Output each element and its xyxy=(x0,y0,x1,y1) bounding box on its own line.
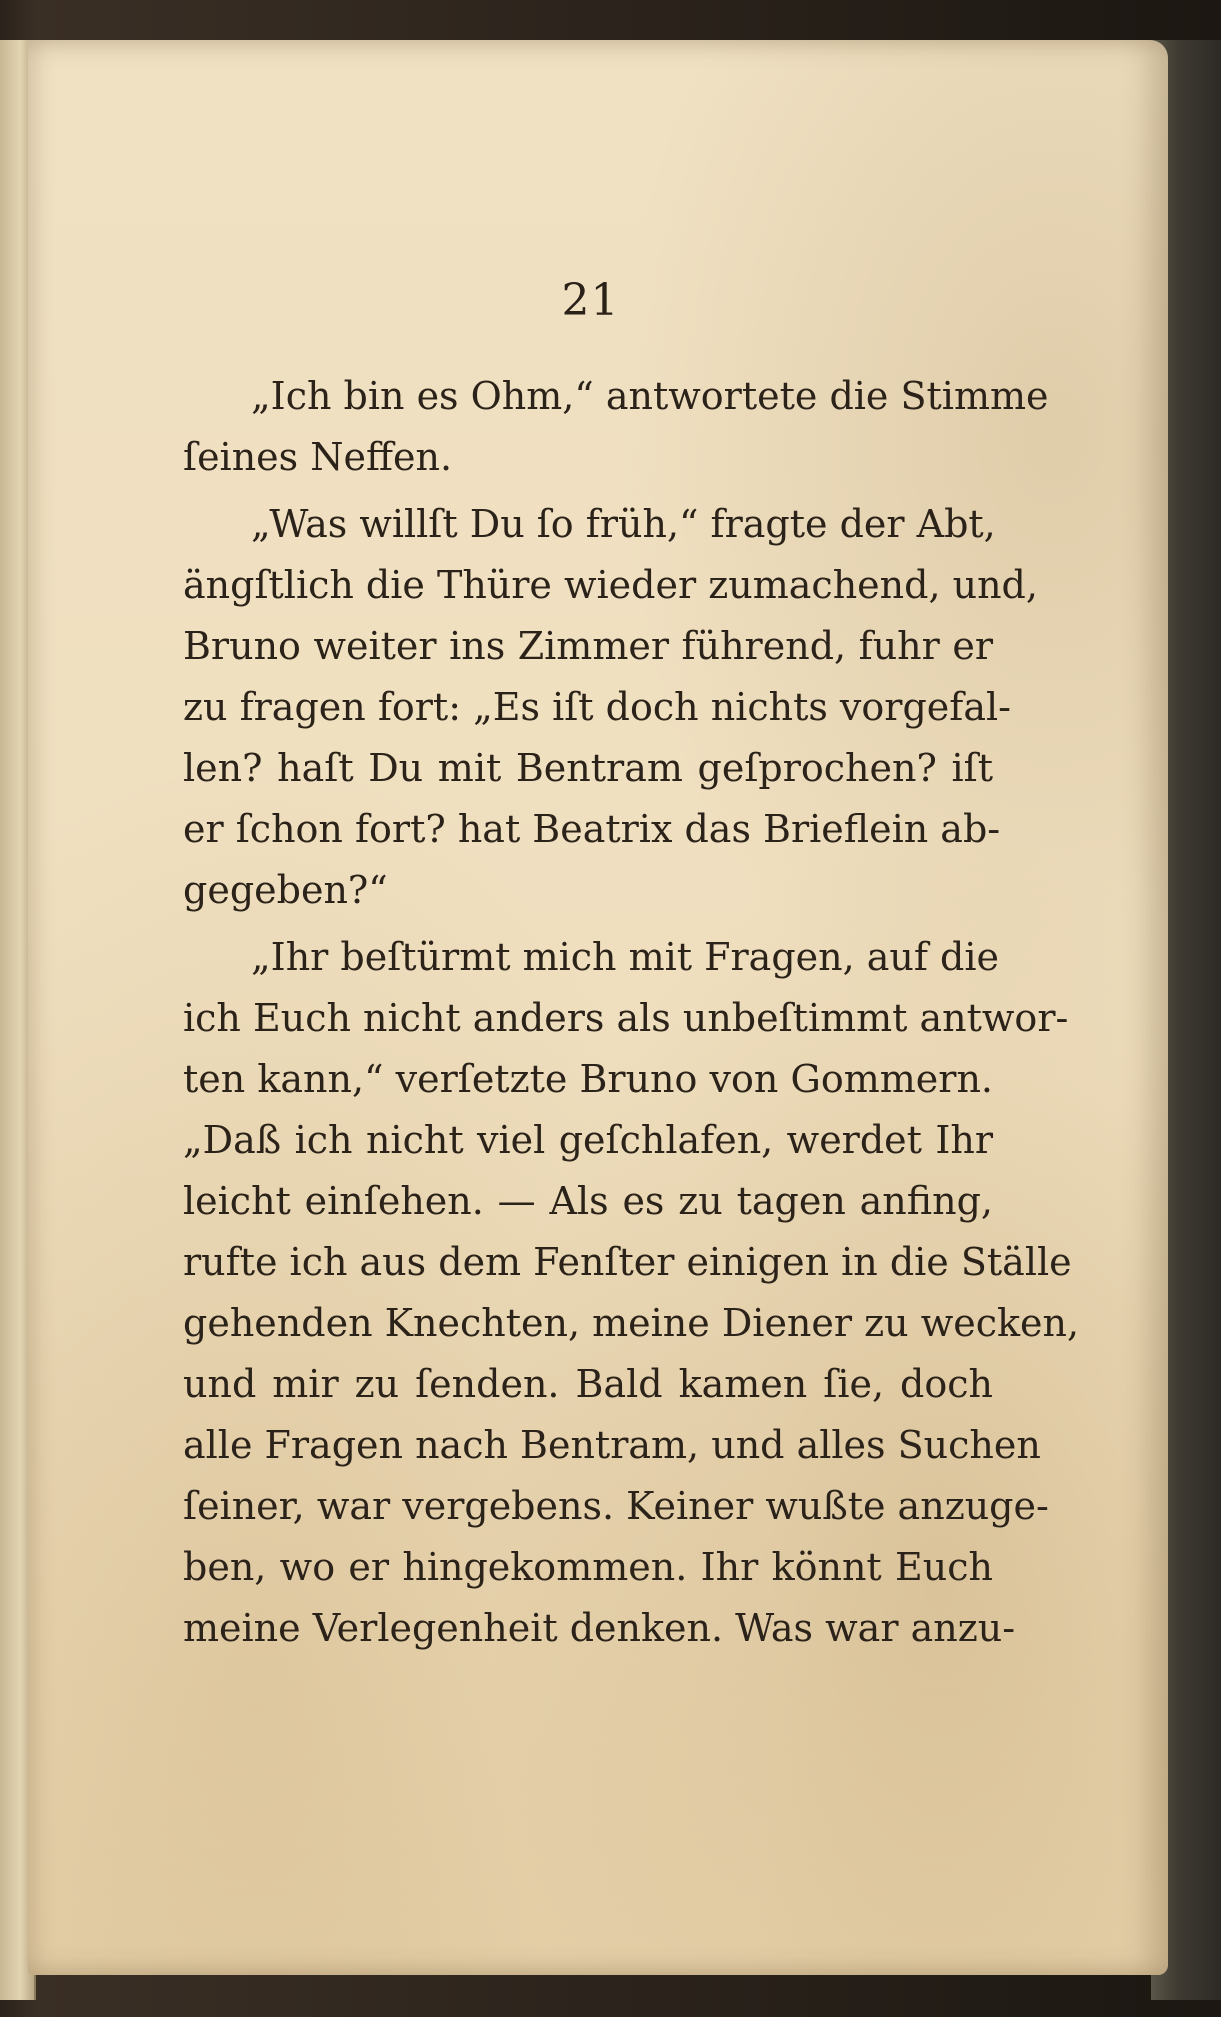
text-line: rufte ich aus dem Fenſter einigen in die Ställe xyxy=(183,1240,1072,1284)
text-line: gehenden Knechten, meine Diener zu wecken, xyxy=(183,1301,1080,1345)
text-line: Bruno weiter ins Zimmer führend, fuhr er xyxy=(183,624,993,668)
page-number: 21 xyxy=(561,275,620,326)
text-line: alle Fragen nach Bentram, und alles Suchen xyxy=(183,1423,1041,1467)
book-page xyxy=(28,40,1168,1975)
text-line: „Ich bin es Ohm,“ antwortete die Stimme xyxy=(251,374,1049,418)
text-line: er ſchon fort? hat Beatrix das Brieflein ab- xyxy=(183,807,1001,851)
text-line: „Ihr beſtürmt mich mit Fragen, auf die xyxy=(251,935,1000,979)
page-text xyxy=(183,366,1080,1659)
text-line: und mir zu ſenden. Bald kamen ſie, doch xyxy=(183,1362,993,1406)
text-line: ſeines Neffen. xyxy=(183,435,453,479)
text-line: „Daß ich nicht viel geſchlafen, werdet Ihr xyxy=(183,1118,993,1162)
text-line: ängſtlich die Thüre wieder zumachend, und, xyxy=(183,563,1038,607)
text-line: ben, wo er hingekommen. Ihr könnt Euch xyxy=(183,1545,993,1589)
text-line: ten kann,“ verſetzte Bruno von Gommern. xyxy=(183,1057,993,1101)
text-line: zu fragen fort: „Es iſt doch nichts vorgefal- xyxy=(183,685,1011,729)
text-line: „Was willſt Du ſo früh,“ fragte der Abt, xyxy=(251,502,996,546)
text-line: leicht einſehen. — Als es zu tagen anfing, xyxy=(183,1179,993,1223)
text-line: len? haſt Du mit Bentram geſprochen? iſt xyxy=(183,746,993,790)
text-line: ich Euch nicht anders als unbeſtimmt antwor- xyxy=(183,996,1069,1040)
text-line: meine Verlegenheit denken. Was war anzu- xyxy=(183,1606,1016,1650)
text-line: gegeben?“ xyxy=(183,868,388,912)
text-line: ſeiner, war vergebens. Keiner wußte anzuge- xyxy=(183,1484,1049,1528)
